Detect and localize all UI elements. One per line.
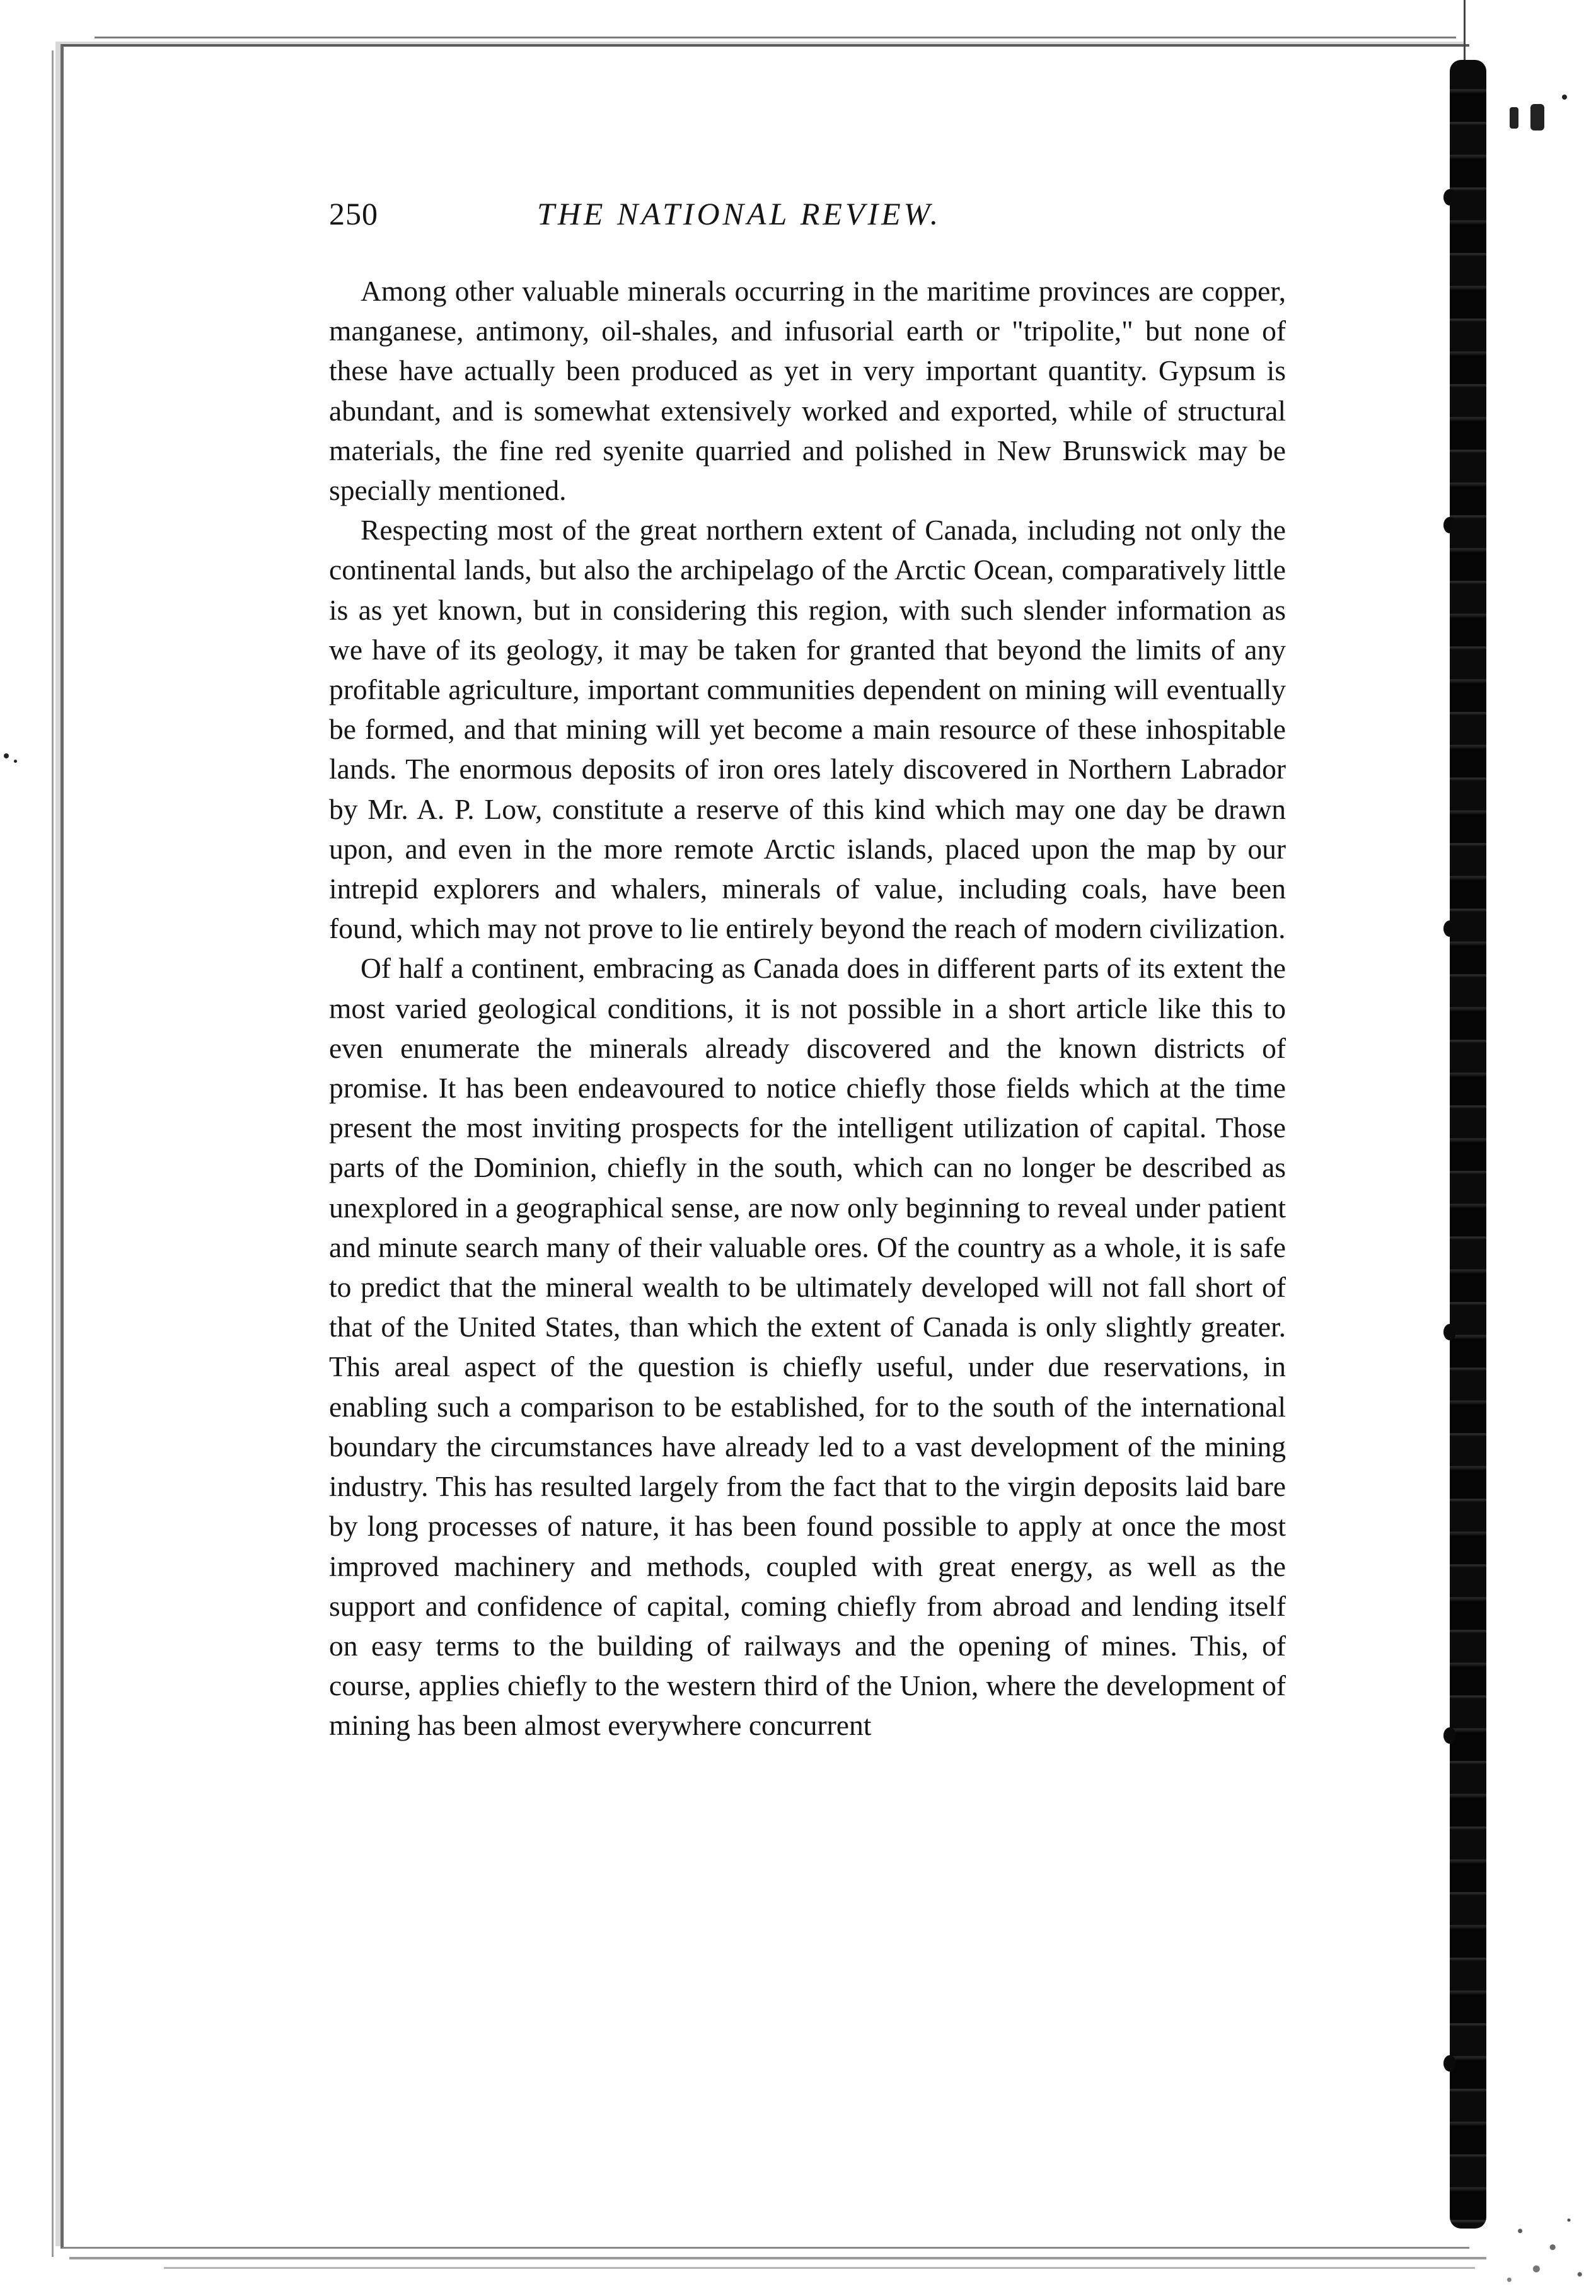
scan-speck: [1530, 104, 1544, 130]
scan-speck: [14, 760, 17, 763]
article-body: [329, 271, 1286, 1746]
binding-notch: [1443, 1324, 1456, 1340]
binding-notch: [1443, 920, 1456, 937]
scan-right-margin: [1486, 0, 1596, 2296]
book-binding-strip: [1450, 60, 1486, 2229]
page-header: [329, 195, 1287, 240]
binding-notch: [1443, 2055, 1456, 2072]
scan-page-edge-top: [95, 37, 1456, 38]
scan-page-edge-bottom: [69, 2257, 1494, 2259]
scan-page-edge-left: [52, 50, 54, 2257]
paragraph: Respecting most of the great northern extent of Canada, including not only the continental lands, but also the archipelago of the Arctic Ocean, comparatively little is as yet known, but in considering this region, with such slender information as we have of its geology, it may be taken for granted that beyond the limits of any profitable agriculture, important communities dependent on mining will eventually be formed, and that mining will yet become a main resource of these inhospitable lands. The enormous deposits of iron ores lately discovered in Northern Labrador by Mr. A. P. Low, constitute a reserve of this kind which may one day be drawn upon, and even in the more remote Arctic islands, placed upon the map by our intrepid explorers and whalers, minerals of value, including coals, have been found, which may not prove to lie entirely beyond the reach of modern civilization.: [329, 514, 1286, 945]
running-title: THE NATIONAL REVIEW.: [537, 196, 942, 231]
scan-speck: [4, 753, 9, 758]
paragraph: Among other valuable minerals occurring in the maritime provinces are copper, manganese, antimony, oil-shales, and infusorial earth or "tripolite," but none of these have actually been produced as yet in very important quantity. Gypsum is abundant, and is somewhat extensively worked and exported, while of structural materials, the fine red syenite quarried and polished in New Brunswick may be specially mentioned.: [329, 275, 1286, 507]
page-number: 250: [329, 196, 378, 231]
scan-page-edge-bottom-secondary: [164, 2267, 1475, 2269]
scan-speck: [1562, 95, 1567, 100]
binding-notch: [1443, 517, 1456, 533]
scan-speck: [1510, 107, 1518, 129]
scan-noise: [1488, 2188, 1596, 2296]
paragraph: Of half a continent, embracing as Canada does in different parts of its extent the most varied geological conditions, it is not possible in a short article like this to even enumerate the minerals already discovered and the known districts of promise. It has been endeavoured to notice chiefly those fields which at the time present the most inviting prospects for the intelligent utilization of capital. Those parts of the Dominion, chiefly in the south, which can no longer be described as unexplored in a geographical sense, are now only beginning to reveal under patient and minute search many of their valuable ores. Of the country as a whole, it is safe to predict that the mineral wealth to be ultimately developed will not fall short of that of the United States, than which the extent of Canada is only slightly greater. This areal aspect of the question is chiefly useful, under due reservations, in enabling such a comparison to be established, for to the south of the international boundary the circumstances have already led to a vast development of the mining industry. This has resulted largely from the fact that to the virgin deposits laid bare by long processes of nature, it has been found possible to apply at once the most improved machinery and methods, coupled with great energy, as well as the support and confidence of capital, coming chiefly from abroad and lending itself on easy terms to the building of railways and the opening of mines. This, of course, applies chiefly to the western third of the Union, where the development of mining has been almost everywhere concurrent: [329, 952, 1286, 1742]
binding-notch: [1443, 1727, 1456, 1744]
binding-notch: [1443, 189, 1456, 206]
